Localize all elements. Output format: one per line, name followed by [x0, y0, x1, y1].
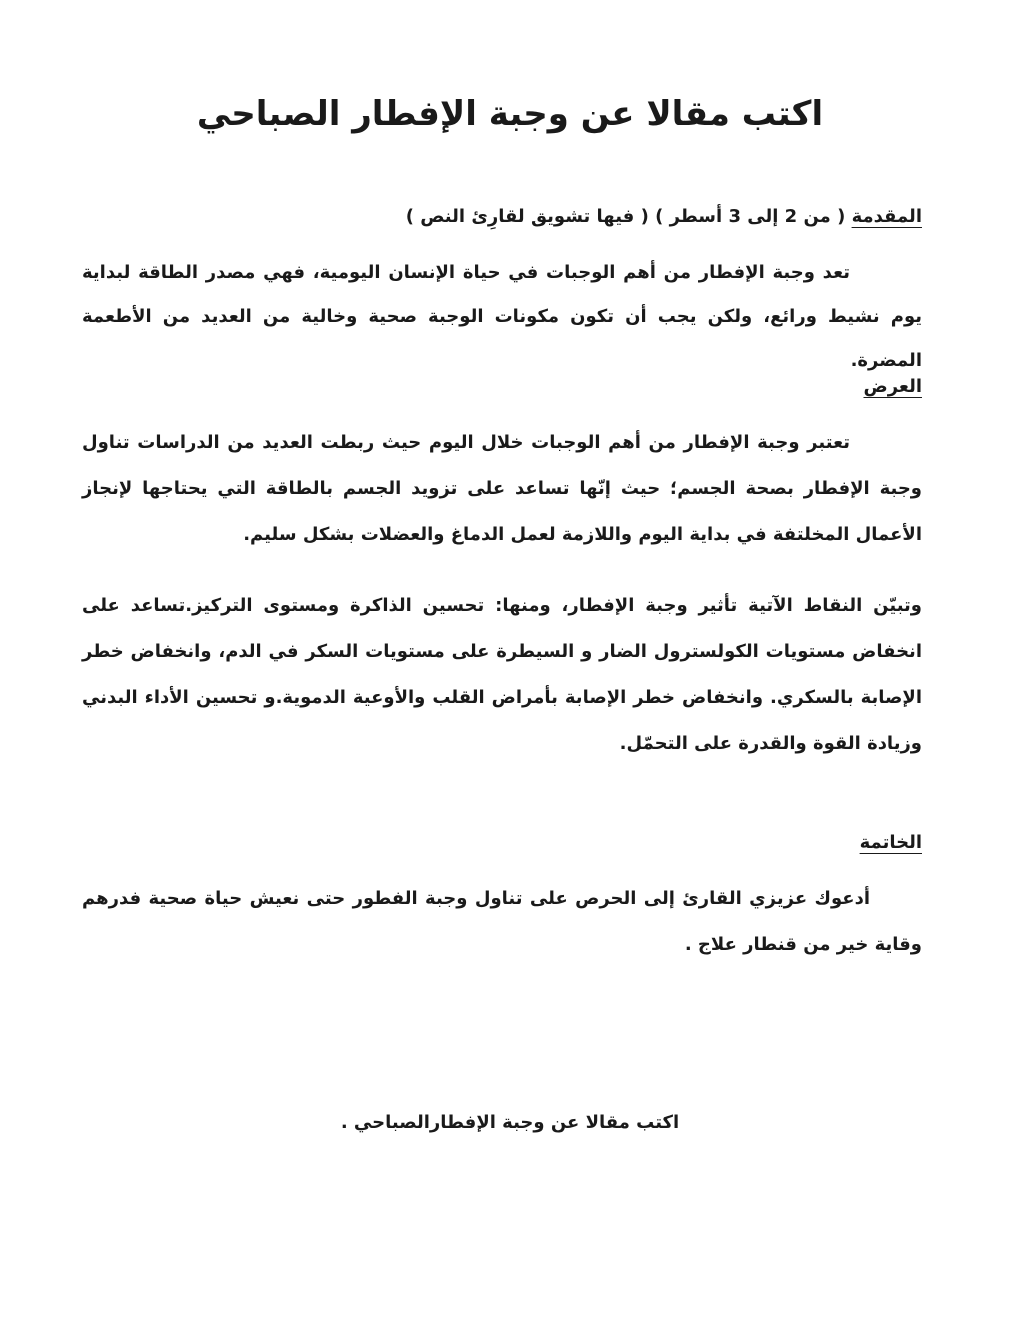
introduction-paragraph: تعد وجبة الإفطار من أهم الوجبات في حياة الإنسان اليومية، فهي مصدر الطاقة لبداية يوم نشيط ورائع، ولكن يجب أن تكون مكونات الوجبة صحية وخالية من العديد من الأطعمة المضرة.: [82, 262, 922, 371]
conclusion-heading: الخاتمة: [859, 832, 922, 853]
body-heading-line: [82, 372, 922, 402]
body-paragraph-1: تعتبر وجبة الإفطار من أهم الوجبات خلال اليوم حيث ربطت العديد من الدراسات تناول وجبة الإفطار بصحة الجسم؛ حيث إنّها تساعد على تزويد الجسم بالطاقة التي يحتاجها لإنجاز الأعمال المخلتفة في بداية اليوم واللازمة لعمل الدماغ والعضلات بشكل سليم.: [82, 432, 922, 545]
body-paragraph-2: وتبيّن النقاط الآتية تأثير وجبة الإفطار، ومنها: تحسين الذاكرة ومستوى التركيز.تساعد على انخفاض مستويات الكولسترول الضار و السيطرة على مستويات السكر في الدم، وانخفاض خطر الإصابة بالسكري. وانخفاض خطر الإصابة بأمراض القلب والأوعية الدموية.و تحسين الأداء البدني وزيادة القوة والقدرة على التحمّل.: [82, 595, 922, 754]
page-title: اكتب مقالا عن وجبة الإفطار الصباحي: [196, 94, 824, 134]
conclusion-paragraph: أدعوك عزيزي القارئ إلى الحرص على تناول وجبة الفطور حتى نعيش حياة صحية فدرهم وقاية خير من قنطار علاج .: [82, 888, 922, 955]
introduction-note: ( من 2 إلى 3 أسطر ) ( فيها تشويق لقارِئ النص ): [405, 206, 852, 227]
conclusion-heading-line: [82, 828, 922, 858]
footer-text: اكتب مقالا عن وجبة الإفطارالصباحي .: [340, 1112, 680, 1133]
body-heading: العرض: [863, 376, 922, 397]
introduction-heading-line: [82, 202, 922, 232]
introduction-heading: المقدمة: [851, 206, 922, 227]
